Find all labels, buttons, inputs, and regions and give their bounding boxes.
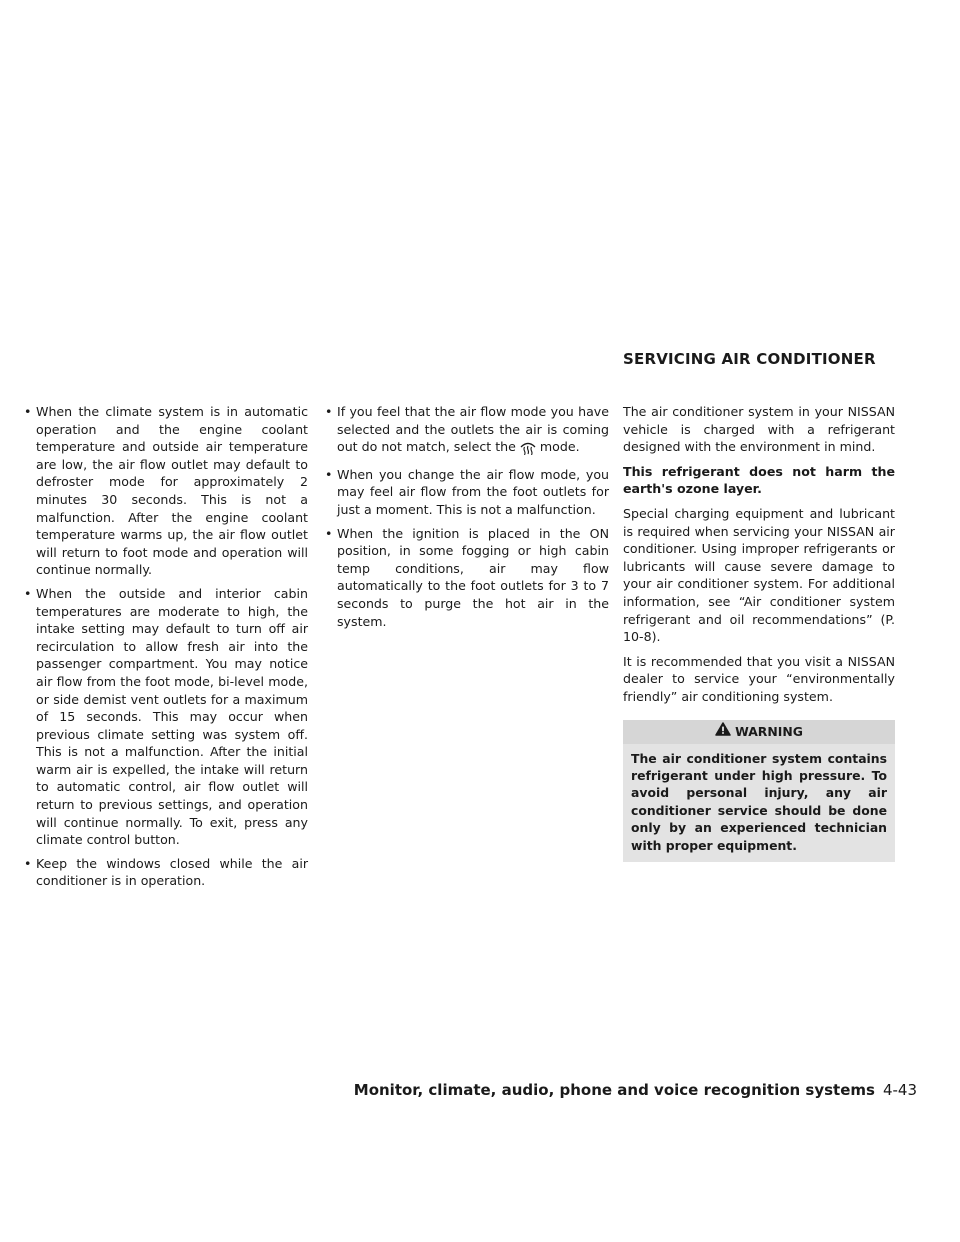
warning-triangle-icon (715, 722, 735, 741)
page-footer (354, 1081, 917, 1099)
list-item-text: mode. (539, 439, 580, 455)
bullet-dot: • (325, 466, 333, 482)
bullet-dot: • (325, 525, 333, 541)
bullet-dot: • (24, 404, 32, 419)
bold-paragraph: This refrigerant does not harm the earth's ozone layer. (623, 463, 895, 497)
list-item-text: When the ignition is placed in the ON position, in some fogging or high cabin temp conditions, air may flow automatically to the foot outlets for 3 to 7 seconds to purge the hot air in the system. (337, 525, 609, 629)
column-right (623, 403, 895, 862)
list-item-text: Keep the windows closed while the air conditioner is in operation. (36, 855, 308, 889)
section-title: SERVICING AIR CONDITIONER (623, 350, 876, 368)
column-left (22, 403, 308, 896)
paragraph: Special charging equipment and lubricant is required when servicing your NISSAN air conditioner. Using improper refrigerants or lubricants will cause severe damage to your air conditioner system. For additional information, see “Air conditioner system refrigerant and oil recommendations” (P. 10-8). (623, 505, 895, 645)
defroster-icon (520, 441, 536, 460)
bullet-list (323, 403, 609, 630)
bullet-dot: • (24, 855, 32, 871)
list-item-text: When you change the air flow mode, you may feel air flow from the foot outlets for just a moment. This is not a malfunction. (337, 466, 609, 517)
paragraph: It is recommended that you visit a NISSAN dealer to service your “environmentally friendly” air conditioning system. (623, 653, 895, 704)
list-item (22, 403, 308, 579)
chapter-title: Monitor, climate, audio, phone and voice recognition systems (353, 1081, 875, 1099)
page-number: 4-43 (882, 1081, 917, 1099)
list-item (22, 855, 308, 890)
warning-box (623, 720, 895, 862)
list-item (22, 585, 308, 849)
column-middle (323, 403, 609, 636)
warning-text: The air conditioner system contains refrigerant under high pressure. To avoid personal injury, any air conditioner service should be done only by an experienced technician with proper equipment. (631, 750, 887, 853)
list-item-text: When the climate system is in automatic operation and the engine coolant temperature and outside air temperature are low, the air flow outlet may default to defroster mode for approximately 2 minutes 30 seconds. This is not a malfunction. After the engine coolant temperature warms up, the air flow outlet will return to foot mode and operation will continue normally. (36, 404, 308, 578)
warning-label: WARNING (735, 723, 803, 739)
list-item (323, 403, 609, 460)
list-item (323, 525, 609, 631)
paragraph: The air conditioner system in your NISSAN vehicle is charged with a refrigerant designed with the environment in mind. (623, 404, 895, 455)
bullet-dot: • (325, 404, 333, 419)
list-item-text: When the outside and interior cabin temperatures are moderate to high, the intake setting may default to turn off air recirculation to allow fresh air into the passenger compartment. You may notice air flow from the foot mode, bi-level mode, or side demist vent outlets for a maximum of 15 seconds. This may occur when previous climate setting was system off. This is not a malfunction. After the initial warm air is expelled, the intake will return to automatic control, air flow outlet will return to previous settings, and operation will continue normally. To exit, press any climate control button. (36, 585, 308, 848)
warning-header (623, 720, 895, 744)
bullet-list (22, 403, 308, 890)
list-item-text: If you feel that the air flow mode you have selected and the outlets the air is coming out do not match, select the (337, 404, 609, 455)
bullet-dot: • (24, 585, 32, 601)
list-item (323, 466, 609, 519)
